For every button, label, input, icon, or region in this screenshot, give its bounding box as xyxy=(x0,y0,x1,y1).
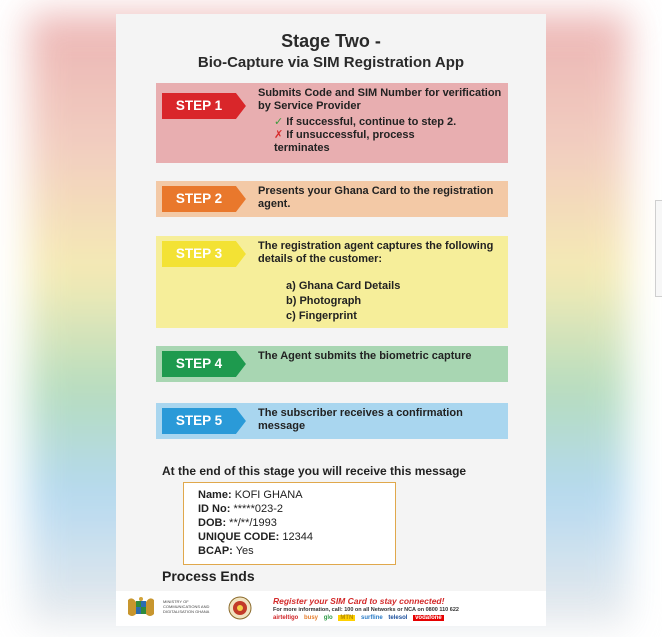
msg-dob-value: **/**/1993 xyxy=(229,517,277,529)
nca-seal-icon xyxy=(228,596,252,620)
mtn-logo: MTN xyxy=(340,615,354,621)
ministry-name: MINISTRY OF COMMUNICATIONS AND DIGITALISATION GHANA xyxy=(163,599,210,614)
msg-id-label: ID No: xyxy=(198,503,231,515)
step-3-panel xyxy=(156,236,508,328)
network-logos xyxy=(273,615,448,625)
surfline-logo: surfline xyxy=(361,615,383,621)
step-4-label: STEP 4 xyxy=(162,351,236,377)
step-3-arrow xyxy=(236,241,246,267)
step-1-panel xyxy=(156,83,508,163)
step-5-text: The subscriber receives a confirmation message xyxy=(258,407,463,432)
step-4-panel xyxy=(156,346,508,382)
step-4-text: The Agent submits the biometric capture xyxy=(258,350,472,362)
msg-bcap-label: BCAP: xyxy=(198,545,233,557)
msg-id-value: *****023-2 xyxy=(233,503,283,515)
checkmark-icon: ✓ xyxy=(274,116,284,128)
step-3-text: The registration agent captures the following details of the customer: xyxy=(258,240,494,265)
step-3-list xyxy=(286,279,400,324)
step-5-label: STEP 5 xyxy=(162,408,236,434)
end-of-stage-text: At the end of this stage you will receive this message xyxy=(162,464,467,478)
step-5-panel xyxy=(156,403,508,439)
poster-title: Stage Two - xyxy=(281,31,381,51)
poster-footer xyxy=(116,591,546,626)
step-2-panel xyxy=(156,181,508,217)
step-2-arrow xyxy=(236,186,246,212)
msg-bcap-value: Yes xyxy=(235,545,254,557)
step-2-label: STEP 2 xyxy=(162,186,236,212)
step-2-text: Presents your Ghana Card to the registration agent. xyxy=(258,185,494,210)
step-1-fail-row xyxy=(274,129,464,155)
step-1-text: Submits Code and SIM Number for verification by Service Provider xyxy=(258,87,502,112)
step-3-item: b) Photograph xyxy=(286,295,362,307)
msg-id-row xyxy=(198,503,283,515)
info-text: For more information, call: 100 on all Networks or NCA on 0800 110 622 xyxy=(273,607,459,613)
msg-dob-row xyxy=(198,517,277,529)
step-1-success: If successful, continue to step 2. xyxy=(286,116,457,128)
msg-name-value: KOFI GHANA xyxy=(234,489,303,501)
ghana-coat-of-arms-icon xyxy=(126,596,156,620)
step-4-arrow xyxy=(236,351,246,377)
vodafone-logo: vodafone xyxy=(415,615,442,621)
msg-code-value: 12344 xyxy=(282,531,313,543)
msg-name-label: Name: xyxy=(198,489,232,501)
step-3-item: a) Ghana Card Details xyxy=(286,280,401,292)
cross-icon: ✗ xyxy=(274,129,284,141)
step-1-label: STEP 1 xyxy=(162,93,236,119)
msg-code-row xyxy=(198,531,313,543)
msg-dob-label: DOB: xyxy=(198,517,227,529)
process-ends-text: Process Ends xyxy=(162,568,255,584)
register-sim-text: Register your SIM Card to stay connected! xyxy=(273,596,445,606)
poster xyxy=(116,14,546,626)
glo-logo: glo xyxy=(323,615,333,621)
airteltigo-logo: airteltigo xyxy=(273,615,299,621)
step-1-arrow xyxy=(236,93,246,119)
step-3-item: c) Fingerprint xyxy=(286,310,357,322)
busy-logo: busy xyxy=(304,615,319,621)
step-3-label: STEP 3 xyxy=(162,241,236,267)
msg-name-row xyxy=(198,489,303,501)
confirmation-message-box xyxy=(183,482,396,565)
telesol-logo: telesol xyxy=(388,615,408,621)
step-1-success-row xyxy=(274,115,456,128)
msg-bcap-row xyxy=(198,545,254,557)
side-panel-edge xyxy=(655,200,662,297)
poster-subtitle: Bio-Capture via SIM Registration App xyxy=(197,54,465,71)
step-1-fail: If unsuccessful, process terminates xyxy=(274,129,415,154)
step-5-arrow xyxy=(236,408,246,434)
msg-code-label: UNIQUE CODE: xyxy=(198,531,280,543)
